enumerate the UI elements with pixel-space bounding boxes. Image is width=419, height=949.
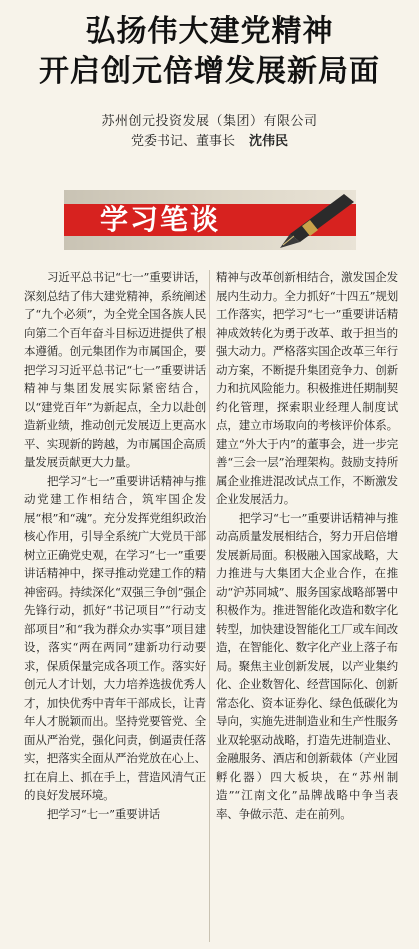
- fountain-pen-icon: [274, 190, 356, 250]
- column-divider: [209, 270, 210, 942]
- byline-name: 沈伟民: [249, 134, 289, 149]
- banner-title: 学习笔谈: [100, 203, 221, 236]
- headline-line-1: 弘扬伟大建党精神: [85, 14, 334, 49]
- article-paragraph: 精神与改革创新相结合，激发国企发展内生动力。全力抓好“十四五”规划工作落实，把学习“七一”重要讲话精神成效转化为勇于改革、敢于担当的强大动力。严格落实国企改革三年行动方案，不断提升集团竞争力、创新力和抗风险能力。积极推进任期制契约化管理，探索职业经理人制度试点，建立市场取向的考核评价体系。建立“外大于内”的董事会，进一步完善“三会一层”治理架构。鼓励支持所属企业推进混改试点工作，不断激发企业发展活力。: [216, 270, 398, 506]
- byline-author: [0, 132, 419, 152]
- byline-title: 党委书记、董事长: [130, 134, 235, 149]
- article-left-column: [24, 268, 206, 823]
- headline-line-2: 开启创元倍增发展新局面: [39, 54, 380, 89]
- article-paragraph: 把学习“七一”重要讲话精神与推动党建工作相结合，筑牢国企发展“根”和“魂”。充分发挥党组织政治核心作用，引导全系统广大党员干部树立正确党史观，在学习“七一”重要讲话精神中，探寻推动党建工作的精神密码。持续深化“双强三争创”强企先锋行动，抓好“书记项目”“行动支部项目”和“我为群众办实事”项目建设，落实“两在两同”建新功行动要求，保质保量完成各项工作。落实好创元人才计划，大力培养选拔优秀人才，加快优秀中青年干部成长，让青年人才脱颖而出。坚持党要管党、全面从严治党，强化问责，倒逼责任落实，把落实全面从严治党放在心上、扛在肩上、抓在手上，营造风清气正的良好发展环境。: [24, 473, 206, 802]
- article-right-column: [216, 268, 398, 823]
- article-paragraph: 把学习“七一”重要讲话: [47, 806, 161, 821]
- article-paragraph: 习近平总书记“七一”重要讲话，深刻总结了伟大建党精神，系统阐述了“九个必须”，为全党全国各族人民向第二个百年奋斗目标迈进提供了根本遵循。创元集团作为市属国企，要把学习习近平总书记“七一”重要讲话精神与集团发展实际紧密结合，以“建党百年”为新起点，全力以赴创造新业绩，推动创元发展迈上更高水平、实现新的跨越，为市属国企高质量发展贡献更大力量。: [24, 270, 206, 469]
- column-banner: [64, 190, 356, 250]
- byline-organization: 苏州创元投资发展（集团）有限公司: [101, 114, 318, 129]
- article-paragraph: 把学习“七一”重要讲话精神与推动高质量发展相结合，努力开启倍增发展新局面。积极融入国家战略，大力推进与大集团大企业合作，在推动“沪苏同城”、服务国家战略部署中积极作为。推进智能化改造和数字化转型，加快建设智能化工厂或车间改造，在智能化、数字化产业上落子布局。聚焦主业创新发展，以产业集约化、企业数智化、经营国际化、创新常态化、资本证券化、绿色低碳化为导向，实施先进制造业和生产性服务业双轮驱动战略，打造先进制造业、金融服务、酒店和创新载体（产业园孵化器）四大板块，在“苏州制造”“江南文化”品牌战略中争当表率、争做示范、走在前列。: [216, 510, 398, 821]
